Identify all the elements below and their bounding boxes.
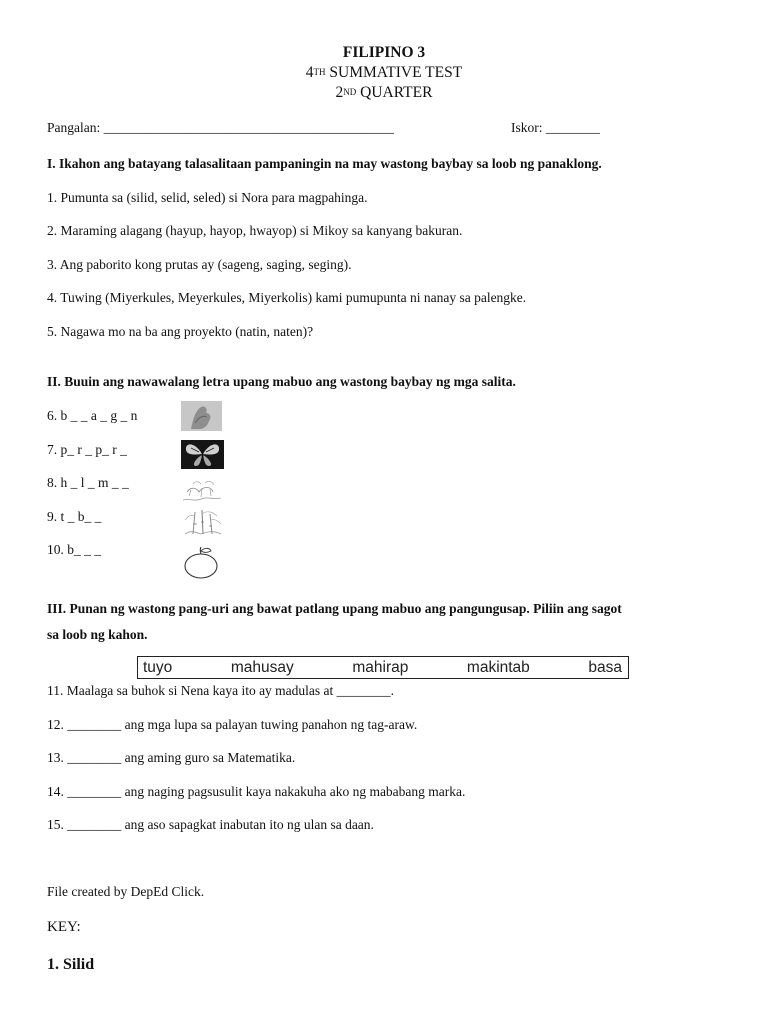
part3-instruction: III. Punan ng wastong pang-uri ang bawat patlang upang mabuo ang pangungusap. Piliin ang sagot — [47, 601, 622, 616]
fruit-icon — [181, 545, 221, 581]
word-bank — [137, 656, 629, 679]
name-field[interactable]: Pangalan: ___________________________________________ — [47, 120, 394, 135]
question-6: 6. b _ _ a _ g _ n — [47, 408, 138, 423]
word-option: mahirap — [352, 658, 409, 676]
question-1: 1. Pumunta sa (silid, selid, seled) si Nora para magpahinga. — [47, 190, 368, 205]
question-9: 9. t _ b_ _ — [47, 509, 102, 524]
question-12: 12. ________ ang mga lupa sa palayan tuwing panahon ng tag-araw. — [47, 717, 418, 732]
question-15: 15. ________ ang aso sapagkat inabutan ito ng ulan sa daan. — [47, 817, 374, 832]
question-7: 7. p_ r _ p_ r _ — [47, 442, 127, 457]
key-answer: 1. Silid — [47, 956, 95, 973]
question-3: 3. Ang paborito kong prutas ay (sageng, saging, seging). — [47, 257, 352, 272]
question-14: 14. ________ ang naging pagsusulit kaya nakakuha ako ng mababang marka. — [47, 784, 466, 799]
credit-line: File created by DepEd Click. — [47, 884, 205, 899]
question-11: 11. Maalaga sa buhok si Nena kaya ito ay madulas at ________. — [47, 683, 395, 698]
plant-icon — [181, 478, 224, 505]
part1-instruction: I. Ikahon ang batayang talasalitaan pampaningin na may wastong baybay sa loob ng panaklong. — [47, 156, 602, 171]
butterfly-icon — [181, 440, 224, 469]
question-13: 13. ________ ang aming guro sa Matematika. — [47, 750, 296, 765]
question-10: 10. b_ _ _ — [47, 542, 101, 557]
question-2: 2. Maraming alagang (hayup, hayop, hwayop) si Mikoy sa kanyang bakuran. — [47, 223, 463, 238]
question-5: 5. Nagawa mo na ba ang proyekto (natin, naten)? — [47, 324, 314, 339]
part2-instruction: II. Buuin ang nawawalang letra upang mabuo ang wastong baybay ng mga salita. — [47, 374, 516, 389]
word-option: tuyo — [143, 658, 173, 676]
question-4: 4. Tuwing (Miyerkules, Meyerkules, Miyerkolis) kami pumupunta ni nanay sa palengke. — [47, 290, 527, 305]
quarter-subtitle: 2ND QUARTER — [335, 84, 433, 101]
word-option: basa — [588, 658, 622, 676]
score-field[interactable]: Iskor: ________ — [511, 120, 600, 135]
key-label: KEY: — [47, 919, 81, 935]
word-option: mahusay — [230, 658, 294, 676]
test-subtitle: 4TH SUMMATIVE TEST — [305, 64, 463, 81]
part3-instruction-cont: sa loob ng kahon. — [47, 627, 148, 642]
word-option: makintab — [466, 658, 530, 676]
page-title: FILIPINO 3 — [342, 44, 426, 61]
hand-icon — [181, 401, 222, 431]
question-8: 8. h _ l _ m _ _ — [47, 475, 129, 490]
sugarcane-icon — [181, 508, 224, 536]
